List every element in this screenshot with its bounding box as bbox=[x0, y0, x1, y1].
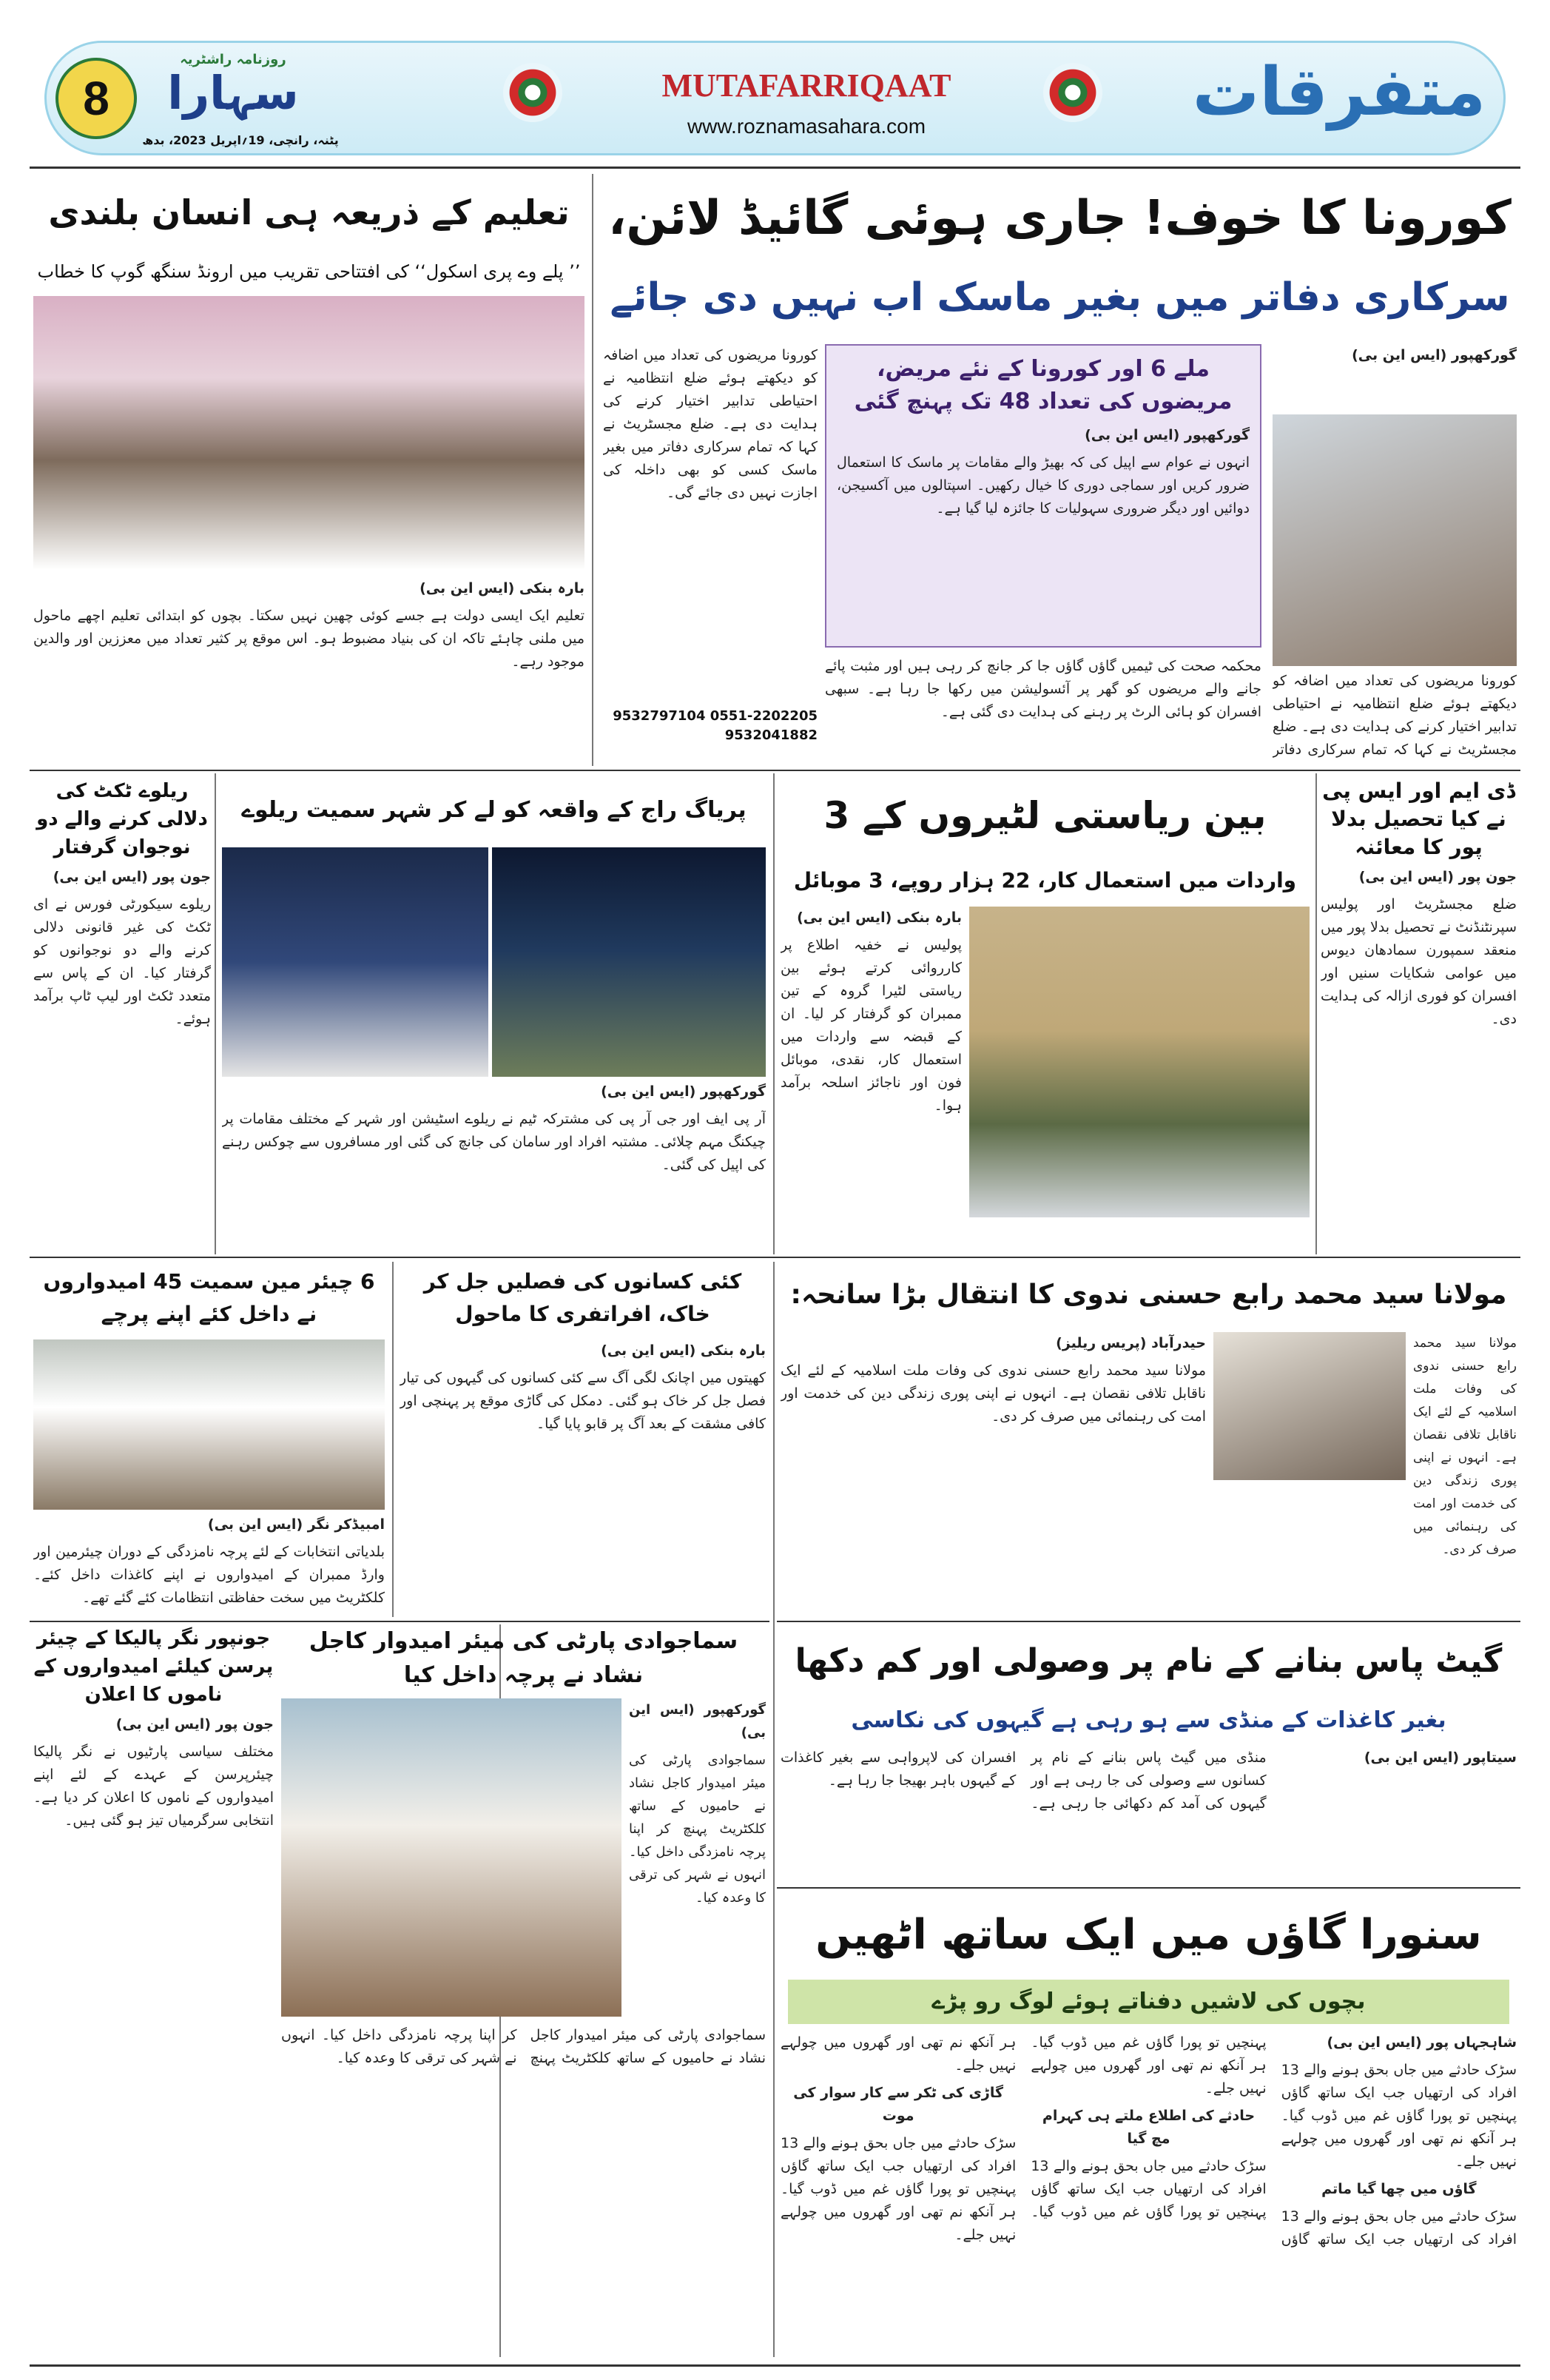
sp-mayor-dateline: گورکھپور (ایس این بی) bbox=[629, 1702, 766, 1741]
sp-mayor-body-right bbox=[629, 1698, 766, 2017]
arthi-text-2: سڑک حادثے میں جاں بحق ہونے والے 13 افراد کی ارتھیاں جب ایک ساتھ گاؤں پہنچیں تو پورا گاؤں غم میں ڈوب گیا۔ ہر آنکھ نم تھی اور گھروں میں چولہے نہیں جلے۔ bbox=[1031, 2034, 1517, 2248]
left-emblem-icon bbox=[503, 63, 562, 122]
corona-dateline: گورکھپور (ایس این بی) bbox=[1352, 347, 1517, 363]
arthi-text-4: سڑک حادثے میں جاں بحق ہونے والے 13 افراد کی ارتھیاں جب ایک ساتھ گاؤں پہنچیں تو پورا گاؤں غم میں ڈوب گیا۔ ہر آنکھ نم تھی اور گھروں میں چولہے نہیں جلے۔ bbox=[781, 2135, 1017, 2243]
corona-body-right-lower: کورونا مریضوں کی تعداد میں اضافہ کو دیکھتے ہوئے ضلع انتظامیہ نے احتیاطی تدابیر اختیار کرنے کی ہدایت دی ہے۔ ضلع مجسٹریٹ نے کہا کہ تمام سرکاری دفاتر bbox=[1273, 673, 1517, 758]
arthi-headline: سنورا گاؤں میں ایک ساتھ اٹھیں bbox=[815, 1911, 1482, 1959]
sp-mayor-body: سماجوادی پارٹی کی میئر امیدوار کاجل نشاد نے حامیوں کے ساتھ کلکٹریٹ پہنچ کر اپنا پرچہ نامزدگی داخل کیا۔ انہوں نے شہر کی ترقی کا وعدہ کیا۔ bbox=[281, 2027, 766, 2066]
dm-inspection-text: ضلع مجسٹریٹ اور پولیس سپرنٹنڈنٹ نے تحصیل بدلا پور میں منعقد سمپورن سمادھان دیوس میں عوامی شکایات سنیں اور افسران کو فوری ازالہ کی ہدایت دی۔ bbox=[1321, 896, 1517, 1027]
nadwi-text: مولانا سید محمد رابع حسنی ندوی کی وفات ملت اسلامیہ کے لئے ایک ناقابل تلافی نقصان ہے۔ انہوں نے اپنی پوری زندگی دین کی خدمت اور امت کی رہنمائی میں صرف کر دی۔ bbox=[781, 1362, 1206, 1425]
corona-body-middle: محکمہ صحت کی ٹیمیں گاؤں گاؤں جا کر جانچ کر رہی ہیں اور مثبت پائے جانے والے مریضوں کو گھر پر آئسولیشن میں رکھا جا رہا ہے۔ سبھی افسران کو ہائی الرٹ پر رہنے کی ہدایت دی گئی ہے۔ bbox=[825, 658, 1261, 720]
robbers-body bbox=[781, 907, 962, 1251]
jaunpur-chairman-text: مختلف سیاسی پارٹیوں نے نگر پالیکا چیئرپرسن کے عہدے کے لئے اپنے امیدواروں کے ناموں کا اعلان کر دیا ہے۔ انتخابی سرگرمیاں تیز ہو گئی ہیں۔ bbox=[33, 1744, 274, 1829]
crops-headline: کئی کسانوں کی فصلیں جل کر خاک، افراتفری کا ماحول bbox=[423, 1269, 742, 1326]
corona-headline: کورونا کا خوف! جاری ہوئی گائیڈ لائن، bbox=[608, 191, 1512, 246]
corona-highlight-box bbox=[825, 344, 1261, 648]
row-divider-2 bbox=[30, 1257, 1520, 1258]
robbers-dateline: بارہ بنکی (ایس این بی) bbox=[797, 910, 962, 926]
robbers-headline: بین ریاستی لٹیروں کے 3 bbox=[823, 794, 1267, 837]
arthi-dateline: شاہجہاں پور (ایس این بی) bbox=[1327, 2034, 1517, 2051]
gate-pass-subheadline: بغیر کاغذات کے منڈی سے ہو رہی ہے گیہوں کی نکاسی bbox=[851, 1707, 1446, 1733]
section-title-english: MUTAFARRIQAAT bbox=[661, 67, 951, 104]
jaunpur-chairman-dateline: جون پور (ایس این بی) bbox=[115, 1716, 274, 1732]
crops-text: کھیتوں میں اچانک لگی آگ سے کئی کسانوں کی گیہوں کی تیار فصل جل کر خاک ہو گئی۔ دمکل کی گاڑی موقع پر پہنچی اور کافی مشقت کے بعد آگ پر قابو پایا گیا۔ bbox=[400, 1370, 766, 1432]
row-divider-3 bbox=[777, 1621, 1520, 1622]
railway-station-night-photo bbox=[222, 847, 488, 1077]
crops-body bbox=[400, 1339, 766, 1617]
paper-logo bbox=[152, 44, 314, 133]
education-body bbox=[33, 577, 584, 762]
corona-box-text: انہوں نے عوام سے اپیل کی کہ بھیڑ والے مقامات پر ماسک کا استعمال ضرور کریں اور سماجی دوری کا خیال رکھیں۔ اسپتالوں میں آکسیجن، دوائیں اور دیگر ضروری سہولیات کا جائزہ لیا گیا ہے۔ bbox=[837, 454, 1250, 517]
website-url: www.roznamasahara.com bbox=[687, 115, 926, 138]
page-number-badge bbox=[55, 58, 137, 139]
gate-pass-body bbox=[781, 1747, 1517, 1883]
date-line: پٹنہ، رانچی، 19؍اپریل 2023، بدھ bbox=[142, 133, 339, 147]
paper-name: سہارا bbox=[167, 66, 299, 120]
corona-box-body bbox=[826, 418, 1260, 531]
column-divider bbox=[215, 773, 216, 1254]
education-dateline: بارہ بنکی (ایس این بی) bbox=[419, 580, 584, 596]
jaunpur-chairman-headline: جونپور نگر پالیکا کے چیئر پرسن کیلئے امیدواروں کے ناموں کا اعلان bbox=[33, 1627, 274, 1706]
sp-mayor-headline: سماجوادی پارٹی کی میئر امیدوار کاجل نشاد نے پرچہ داخل کیا bbox=[309, 1628, 738, 1688]
education-headline: تعلیم کے ذریعہ ہی انسان بلندی bbox=[48, 192, 570, 232]
right-emblem-icon bbox=[1043, 63, 1102, 122]
ticket-broker-body bbox=[33, 866, 211, 1251]
column-divider bbox=[392, 1262, 394, 1617]
paper-tag: روزنامہ راشٹریہ bbox=[180, 52, 286, 67]
railway-checking-dateline: گورکھپور (ایس این بی) bbox=[601, 1083, 766, 1100]
arthi-text: سڑک حادثے میں جاں بحق ہونے والے 13 افراد کی ارتھیاں جب ایک ساتھ گاؤں پہنچیں تو پورا گاؤں غم میں ڈوب گیا۔ ہر آنکھ نم تھی اور گھروں میں چولہے نہیں جلے۔ bbox=[1281, 2062, 1517, 2170]
arthi-body bbox=[781, 2031, 1517, 2357]
arthi-subhead-2: حادثے کی اطلاع ملتے ہی کہرام مچ گیا bbox=[1042, 2108, 1256, 2147]
arthi-text-3: سڑک حادثے میں جاں بحق ہونے والے 13 افراد کی ارتھیاں جب ایک ساتھ گاؤں پہنچیں تو پورا گاؤں غم میں ڈوب گیا۔ ہر آنکھ نم تھی اور گھروں میں چولہے نہیں جلے۔ bbox=[781, 2034, 1267, 2220]
education-subheadline: ’’ پلے وے پری اسکول‘‘ کی افتتاحی تقریب میں ارونڈ سنگھ گوپ کا خطاب bbox=[37, 261, 581, 282]
header-divider bbox=[30, 167, 1520, 169]
corona-body-right bbox=[1273, 344, 1517, 414]
sp-mayor-text: سماجوادی پارٹی کی میئر امیدوار کاجل نشاد نے حامیوں کے ساتھ کلکٹریٹ پہنچ کر اپنا پرچہ نامزدگی داخل کیا۔ انہوں نے شہر کی ترقی کا وعدہ کیا۔ bbox=[629, 1752, 766, 1906]
column-divider bbox=[773, 773, 775, 1254]
corona-box-title: ملے 6 اور کورونا کے نئے مریض، مریضوں کی تعداد 48 تک پہنچ گئی bbox=[854, 356, 1233, 414]
row-divider-1 bbox=[30, 770, 1520, 771]
arthi-subheadline: بچوں کی لاشیں دفناتے ہوئے لوگ رو پڑے bbox=[788, 1980, 1509, 2024]
section-title-urdu: متفرقات bbox=[1192, 53, 1486, 131]
dm-inspection-dateline: جون پور (ایس این بی) bbox=[1358, 869, 1517, 885]
page-number: 8 bbox=[83, 72, 109, 125]
education-text: تعلیم ایک ایسی دولت ہے جسے کوئی چھین نہیں سکتا۔ بچوں کو ابتدائی تعلیم اچھے ماحول میں ملنی چاہئے تاکہ ان کی بنیاد مضبوط ہو۔ اس موقع پر کثیر تعداد میں معززین اور والدین موجود رہے۔ bbox=[33, 608, 584, 670]
dm-inspection-headline: ڈی ایم اور ایس پی نے کیا تحصیل بدلا پور کا معائنہ bbox=[1322, 779, 1515, 859]
ticket-broker-text: ریلوے سیکورٹی فورس نے ای ٹکٹ کی غیر قانونی دلالی کرنے والے دو نوجوانوں کو گرفتار کیا۔ ان کے پاس سے متعدد ٹکٹ اور لیپ ٹاپ برآمد ہوئے۔ bbox=[33, 896, 211, 1027]
gate-pass-text: منڈی میں گیٹ پاس بنانے کے نام پر کسانوں سے وصولی کی جا رہی ہے اور گیہوں کی آمد کم دکھائی جا رہی ہے۔ افسران کی لاپرواہی سے بغیر کاغذات کے گیہوں باہر بھیجا جا رہا ہے۔ bbox=[781, 1749, 1267, 1812]
row-divider-3b bbox=[30, 1621, 769, 1622]
row-divider-4 bbox=[777, 1887, 1520, 1889]
bagheri-portrait-photo bbox=[1213, 1332, 1406, 1480]
checking-drive-photo bbox=[492, 847, 766, 1077]
railway-checking-headline: پریاگ راج کے واقعہ کو لے کر شہر سمیت ریلوے bbox=[241, 797, 747, 823]
railway-checking-body bbox=[222, 1080, 766, 1251]
gate-pass-headline: گیٹ پاس بنانے کے نام پر وصولی اور کم دکھا bbox=[795, 1642, 1503, 1680]
corona-body-left: کورونا مریضوں کی تعداد میں اضافہ کو دیکھتے ہوئے ضلع انتظامیہ نے احتیاطی تدابیر اختیار کرنے کی ہدایت دی ہے۔ ضلع مجسٹریٹ نے کہا کہ تمام سرکاری دفاتر میں بغیر ماسک کسی کو بھی داخلہ کی اجازت نہیں دی جائے گی۔ bbox=[603, 347, 818, 501]
nadwi-dateline: حیدرآباد (پریس ریلیز) bbox=[1056, 1335, 1206, 1351]
nadwi-headline: مولانا سید محمد رابع حسنی ندوی کا انتقال بڑا سانحہ: bbox=[790, 1280, 1507, 1310]
inauguration-photo bbox=[33, 296, 584, 570]
robbers-text: پولیس نے خفیہ اطلاع پر کارروائی کرتے ہوئے بین ریاستی لٹیرا گروہ کے تین ممبران کو گرفتار کر لیا۔ ان کے قبضہ سے واردات میں استعمال کار، نقدی، موبائل فون اور ناجائز اسلحہ برآمد ہوا۔ bbox=[781, 937, 962, 1114]
crops-dateline: بارہ بنکی (ایس این بی) bbox=[601, 1342, 766, 1359]
jaunpur-chairman-body bbox=[33, 1713, 274, 2357]
arthi-subhead-1: گاؤں میں چھا گیا ماتم bbox=[1321, 2181, 1477, 2197]
robbers-subheadline: واردات میں استعمال کار، 22 ہزار روپے، 3 موبائل bbox=[793, 868, 1297, 892]
gate-pass-dateline: سیتاپور (ایس این بی) bbox=[1364, 1749, 1517, 1766]
ticket-broker-dateline: جون پور (ایس این بی) bbox=[53, 869, 211, 885]
footer-rule bbox=[30, 2364, 1520, 2367]
nadwi-body bbox=[781, 1332, 1206, 1617]
arrested-robbers-photo bbox=[969, 907, 1310, 1217]
chairman-dateline: امبیڈکر نگر (ایس این بی) bbox=[207, 1516, 385, 1533]
column-divider bbox=[592, 174, 593, 766]
arthi-subhead-3: گاڑی کی ٹکر سے کار سوار کی موت bbox=[793, 2085, 1004, 2124]
dm-portrait-photo bbox=[1273, 414, 1517, 666]
corona-subheadline: سرکاری دفاتر میں بغیر ماسک اب نہیں دی جائے bbox=[610, 275, 1510, 320]
contact-numbers: 0551-2202205 9532797104 9532041882 bbox=[613, 708, 818, 743]
nomination-photo bbox=[33, 1339, 385, 1510]
dm-inspection-body bbox=[1321, 866, 1517, 1251]
railway-checking-text: آر پی ایف اور جی آر پی کی مشترکہ ٹیم نے ریلوے اسٹیشن اور شہر کے مختلف مقامات پر چیکنگ مہم چلائی۔ مشتبہ افراد اور سامان کی جانچ کی گئی اور مسافروں سے چوکس رہنے کی اپیل کی گئی۔ bbox=[222, 1111, 766, 1173]
column-divider bbox=[1315, 773, 1317, 1254]
nadwi-body-right: مولانا سید محمد رابع حسنی ندوی کی وفات ملت اسلامیہ کے لئے ایک ناقابل تلافی نقصان ہے۔ انہوں نے اپنی پوری زندگی دین کی خدمت اور امت کی رہنمائی میں صرف کر دی۔ bbox=[1413, 1336, 1517, 1557]
chairman-body bbox=[33, 1513, 385, 1617]
column-divider bbox=[773, 1262, 775, 2357]
ticket-broker-headline: ریلوے ٹکٹ کی دلالی کرنے والے دو نوجوان گرفتار bbox=[36, 780, 208, 858]
chairman-text: بلدیاتی انتخابات کے لئے پرچہ نامزدگی کے دوران چیئرمین اور وارڈ ممبران کے امیدواروں نے اپنے کاغذات داخل کئے۔ کلکٹریٹ میں سخت حفاظتی انتظامات کئے گئے تھے۔ bbox=[33, 1544, 385, 1606]
chairman-headline: 6 چیئر مین سمیت 45 امیدواروں نے داخل کئے اپنے پرچے bbox=[43, 1269, 375, 1326]
corona-box-dateline: گورکھپور (ایس این بی) bbox=[1085, 427, 1250, 443]
mayor-nomination-photo bbox=[281, 1698, 621, 2017]
